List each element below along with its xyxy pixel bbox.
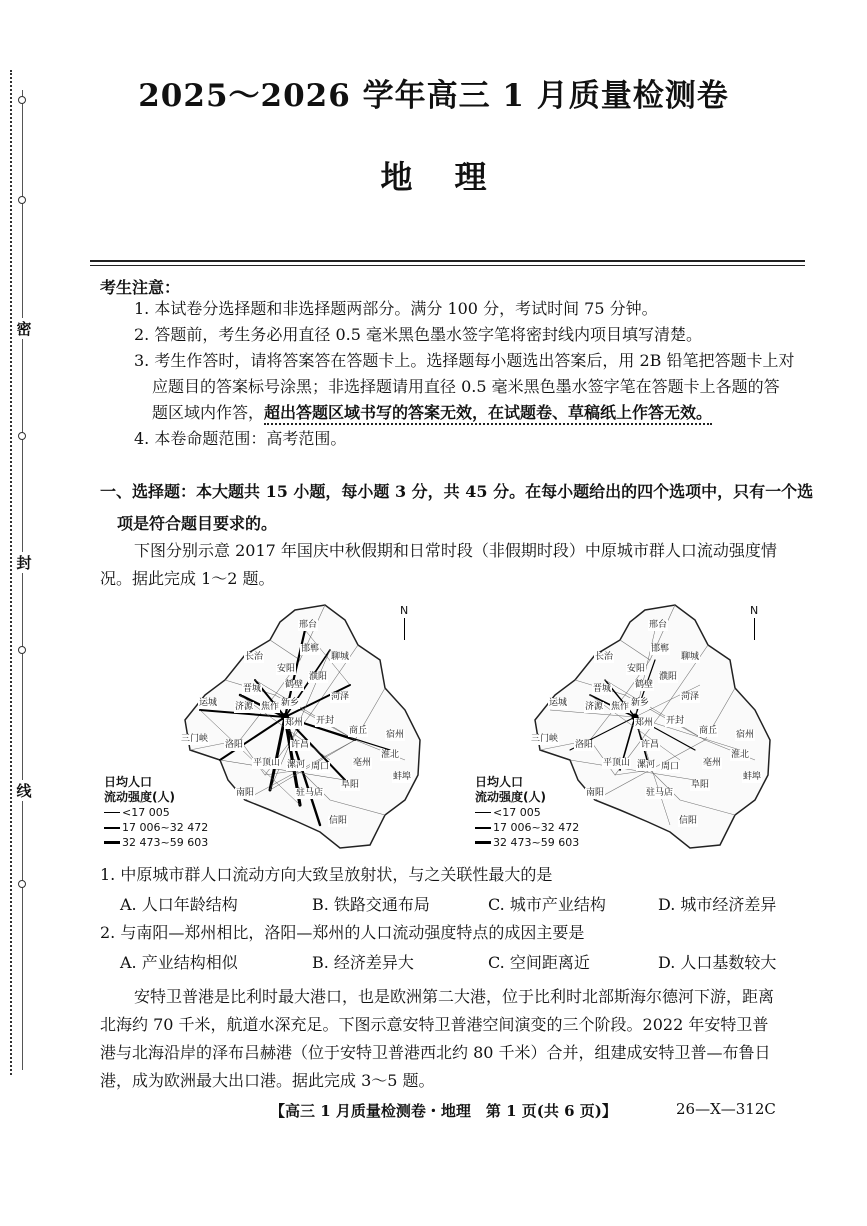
city-label: 长治: [595, 652, 614, 662]
intro2-line-2: 北海约 70 千米，航道水深充足。下图示意安特卫普港空间演变的三个阶段。2022 年安特卫普: [100, 1015, 769, 1034]
binding-hole: [18, 880, 26, 888]
city-label: 晋城: [243, 684, 262, 694]
page-footer: 【高三 1 月质量检测卷・地理 第 1 页(共 6 页)】: [270, 1102, 617, 1120]
legend-title-2: 流动强度(人): [475, 790, 546, 804]
city-label: 濮阳: [309, 672, 328, 682]
city-label: 邯郸: [651, 644, 670, 654]
notice-warning: 超出答题区域书写的答案无效，在试题卷、草稿纸上作答无效。: [264, 403, 712, 425]
city-label: 周口: [661, 762, 680, 772]
exam-title: 2025～2026 学年高三 1 月质量检测卷: [138, 78, 729, 114]
question-2-option-c: C. 空间距离近: [488, 953, 590, 972]
question-1-option-a: A. 人口年龄结构: [120, 895, 238, 914]
binding-hole: [18, 432, 26, 440]
city-label: 安阳: [277, 664, 296, 674]
city-label: 运城: [199, 698, 218, 708]
city-label: 运城: [549, 698, 568, 708]
north-arrow: [400, 604, 408, 640]
city-label: 开封: [316, 716, 335, 726]
legend-title-1: 日均人口: [475, 775, 524, 789]
city-label: 阜阳: [341, 780, 360, 790]
city-label: 许昌: [641, 740, 660, 750]
city-label: 郑州: [285, 718, 304, 728]
intro2-line-3: 港与北海沿岸的泽布吕赫港（位于安特卫普港西北约 80 千米）合并，组建成安特卫普—布鲁日: [100, 1043, 771, 1062]
city-label: 鹤壁: [635, 680, 654, 690]
notice-item-4: 4. 本卷命题范围：高考范围。: [134, 429, 347, 448]
binding-char-xian: 线: [16, 782, 32, 800]
notice-item-2: 2. 答题前，考生务必用直径 0.5 毫米黑色墨水签字笔将密封线内项目填写清楚。: [134, 325, 702, 344]
city-label: 新乡: [631, 698, 650, 708]
city-label: 邯郸: [301, 644, 320, 654]
city-label: 三门峡: [531, 734, 559, 744]
notice-heading: 考生注意：: [100, 278, 181, 297]
intro1-line-2: 况。据此完成 1～2 题。: [100, 569, 275, 588]
city-label: 邢台: [649, 620, 668, 630]
city-label: 驻马店: [296, 788, 324, 798]
subject-title: 地理: [380, 158, 529, 196]
legend-range-2: 17 006~32 472: [122, 821, 209, 834]
city-label: 平顶山: [253, 758, 281, 768]
city-label: 长治: [245, 652, 264, 662]
city-label: 驻马店: [646, 788, 674, 798]
city-label: 郑州: [635, 718, 654, 728]
city-label: 淮北: [381, 750, 400, 760]
city-label: 周口: [311, 762, 330, 772]
city-label: 聊城: [681, 652, 700, 662]
city-label: 鹤壁: [285, 680, 304, 690]
question-1-option-d: D. 城市经济差异: [658, 895, 777, 914]
section-heading: [100, 476, 813, 540]
legend-title-2: 流动强度(人): [104, 790, 175, 804]
question-1-option-c: C. 城市产业结构: [488, 895, 606, 914]
city-label: 漯河: [287, 760, 306, 770]
city-label: 亳州: [353, 758, 372, 768]
notice-item-3: 3. 考生作答时，请将答案答在答题卡上。选择题每小题选出答案后，用 2B 铅笔把答题卡上对: [134, 351, 795, 370]
city-label: 商丘: [699, 726, 718, 736]
city-label: 信阳: [679, 816, 698, 826]
binding-hole: [18, 646, 26, 654]
header-rule: [90, 265, 805, 266]
binding-char-feng: 封: [16, 554, 32, 572]
legend-range-2: 17 006~32 472: [493, 821, 580, 834]
city-label: 南阳: [586, 788, 605, 798]
legend-range-3: 32 473~59 603: [122, 836, 209, 849]
question-2-option-a: A. 产业结构相似: [120, 953, 238, 972]
city-label: 晋城: [593, 684, 612, 694]
city-label: 宿州: [386, 730, 405, 740]
city-label: 开封: [666, 716, 685, 726]
notice-item-3-cont: 应题目的答案标号涂黑；非选择题请用直径 0.5 毫米黑色墨水签字笔在答题卡上各题的答: [152, 377, 780, 396]
intro2-line-1: 安特卫普港是比利时最大港口，也是欧洲第二大港，位于比利时北部斯海尔德河下游，距离: [134, 987, 775, 1006]
city-label: 南阳: [236, 788, 255, 798]
legend-range-1: <17 005: [493, 806, 541, 819]
city-label: 宿州: [736, 730, 755, 740]
city-label: 阜阳: [691, 780, 710, 790]
intro2-line-4: 港，成为欧洲最大出口港。据此完成 3～5 题。: [100, 1071, 435, 1090]
north-arrow: [750, 604, 758, 640]
city-label: 淮北: [731, 750, 750, 760]
exam-code: 26—X—312C: [676, 1100, 776, 1118]
question-1-stem: 1. 中原城市群人口流动方向大致呈放射状，与之关联性最大的是: [100, 865, 553, 884]
city-label: 菏泽: [331, 692, 350, 702]
city-label: 平顶山: [603, 758, 631, 768]
city-label: 洛阳: [225, 740, 244, 750]
city-label: 焦作: [261, 702, 280, 712]
city-label: 新乡: [281, 698, 300, 708]
intro1-line-1: 下图分别示意 2017 年国庆中秋假期和日常时段（非假期时段）中原城市群人口流动强度情: [134, 541, 777, 560]
city-label: 焦作: [611, 702, 630, 712]
city-label: 漯河: [637, 760, 656, 770]
city-label: 安阳: [627, 664, 646, 674]
city-label: 亳州: [703, 758, 722, 768]
question-2-option-b: B. 经济差异大: [312, 953, 414, 972]
city-label: 邢台: [299, 620, 318, 630]
city-label: 濮阳: [659, 672, 678, 682]
city-label: 聊城: [331, 652, 350, 662]
question-1-option-b: B. 铁路交通布局: [312, 895, 430, 914]
city-label: 三门峡: [181, 734, 209, 744]
north-label: N: [400, 604, 409, 617]
city-label: 菏泽: [681, 692, 700, 702]
map-daily-legend: [475, 775, 579, 850]
city-label: 洛阳: [575, 740, 594, 750]
city-label: 许昌: [291, 740, 310, 750]
city-label: 济源: [235, 702, 254, 712]
notice-item-1: 1. 本试卷分选择题和非选择题两部分。满分 100 分，考试时间 75 分钟。: [134, 299, 658, 318]
legend-title-1: 日均人口: [104, 775, 153, 789]
section-line-1: 一、选择题：本大题共 15 小题，每小题 3 分，共 45 分。在每小题给出的四个选项中，只有一个选: [100, 482, 814, 501]
city-label: 蚌埠: [743, 772, 762, 782]
city-label: 信阳: [329, 816, 348, 826]
header-rule: [90, 260, 805, 262]
binding-solid-line: [22, 90, 23, 1070]
notice-item-3-cont2: [152, 400, 712, 426]
legend-range-1: <17 005: [122, 806, 170, 819]
city-label: 商丘: [349, 726, 368, 736]
notice-item-3-text: 题区域内作答，: [152, 403, 265, 422]
map-holiday-legend: [104, 775, 208, 850]
city-label: 济源: [585, 702, 604, 712]
question-2-stem: 2. 与南阳—郑州相比，洛阳—郑州的人口流动强度特点的成因主要是: [100, 923, 585, 942]
north-label: N: [750, 604, 759, 617]
legend-range-3: 32 473~59 603: [493, 836, 580, 849]
question-2-option-d: D. 人口基数较大: [658, 953, 777, 972]
section-line-2: 项是符合题目要求的。: [117, 514, 278, 533]
binding-dotted-line: [10, 70, 14, 1075]
city-label: 蚌埠: [393, 772, 412, 782]
binding-char-mi: 密: [16, 320, 32, 338]
